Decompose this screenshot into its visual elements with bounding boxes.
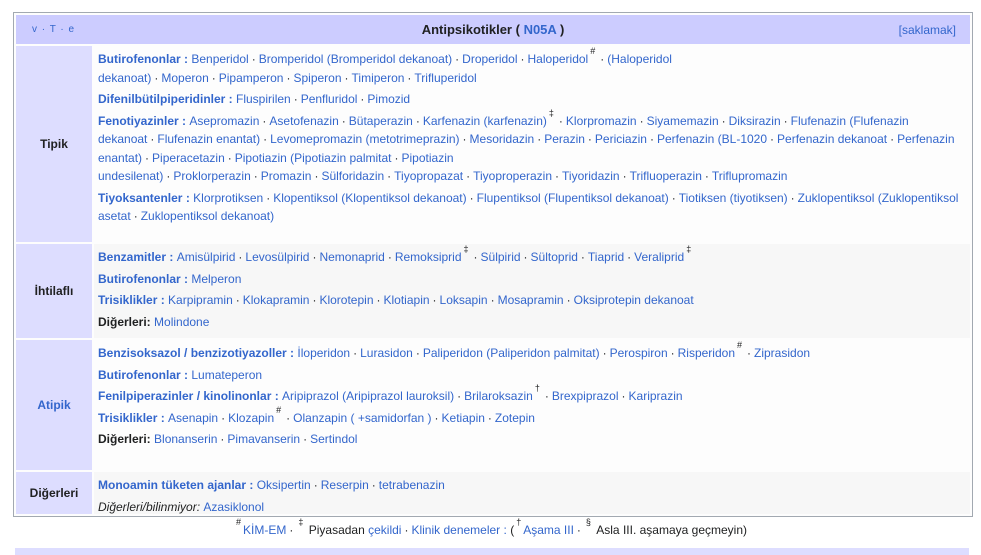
- separator: ·: [487, 410, 492, 425]
- drug-link[interactable]: Nemonaprid: [319, 250, 385, 264]
- separator: ·: [394, 150, 399, 165]
- hash-mark: #: [236, 517, 242, 527]
- legend-asama[interactable]: Aşama III: [523, 523, 574, 537]
- separator: ·: [360, 92, 365, 106]
- drug-link[interactable]: Oksipertin: [256, 478, 311, 492]
- drug-link[interactable]: Sülforidazin: [321, 169, 385, 183]
- drug-link[interactable]: Klokapramin: [242, 293, 310, 307]
- drug-link[interactable]: Klopentiksol (Klopentiksol dekanoat): [273, 190, 467, 205]
- sub-ihtilafli-butirofenonlar[interactable]: Butirofenonlar :: [98, 271, 188, 286]
- separator: ·: [251, 52, 256, 66]
- hide-toggle[interactable]: [saklamak]: [898, 23, 956, 37]
- drug-link[interactable]: Mesoridazin: [469, 132, 535, 146]
- separator: ·: [211, 70, 216, 85]
- drug-link[interactable]: Flufenazin enantat): [157, 132, 261, 146]
- drug-link[interactable]: Timiperon: [351, 70, 405, 85]
- separator: ·: [555, 169, 560, 183]
- drug-link[interactable]: Proklorperazin: [173, 169, 251, 183]
- sub-atipik-digerleri: Diğerleri:: [98, 432, 151, 446]
- drug-link[interactable]: Droperidol: [462, 52, 518, 66]
- row-digerleri: [16, 472, 970, 514]
- drug-link[interactable]: Zuklopentiksol dekanoat): [140, 209, 275, 223]
- drug-link[interactable]: Moperon: [161, 70, 209, 85]
- drug-link[interactable]: Levomepromazin (metotrimeprazin): [270, 132, 460, 146]
- drug-link[interactable]: Siyamemazin: [646, 113, 719, 128]
- drug-link[interactable]: Pipamperon: [218, 70, 284, 85]
- separator: ·: [166, 169, 171, 183]
- list-tipik: [94, 46, 970, 242]
- line-ihtilafli-digerleri: [98, 313, 964, 332]
- row-atipik: [16, 340, 970, 470]
- sub-fenilpiperazinler[interactable]: Fenilpiperazinler / kinolinonlar :: [98, 389, 279, 403]
- line-fenotiyazinler: [98, 107, 964, 186]
- separator: ·: [262, 113, 267, 128]
- list-ihtilafli: [94, 244, 970, 338]
- separator: ·: [770, 132, 775, 146]
- line-atipik-digerleri: [98, 430, 964, 449]
- drug-link[interactable]: Remoksiprid: [394, 250, 462, 264]
- drug-link[interactable]: Sülpirid: [480, 250, 521, 264]
- separator: ·: [133, 209, 138, 223]
- separator: ·: [344, 70, 349, 85]
- drug-link[interactable]: Promazin: [260, 169, 312, 183]
- separator: ·: [371, 478, 376, 492]
- drug-link[interactable]: Mosapramin: [497, 293, 564, 307]
- drug-link[interactable]: Diksirazin: [728, 113, 781, 128]
- separator: ·: [587, 132, 592, 146]
- drug-link[interactable]: Periciazin: [594, 132, 647, 146]
- drug-link[interactable]: İloperidon: [297, 346, 351, 360]
- separator: ·: [462, 132, 467, 146]
- separator: ·: [466, 169, 471, 183]
- drug-link[interactable]: Blonanserin: [154, 432, 218, 446]
- group-digerleri: Diğerleri: [16, 472, 92, 514]
- drug-link[interactable]: Tiyopropazat: [394, 169, 464, 183]
- drug-link[interactable]: Tiyoproperazin: [473, 169, 553, 183]
- legend-cekildi[interactable]: çekildi: [368, 523, 402, 537]
- drug-link[interactable]: Klorotepin: [319, 293, 374, 307]
- sub-fenotiyazinler[interactable]: Fenotiyazinler :: [98, 113, 187, 128]
- separator: ·: [537, 132, 542, 146]
- line-difenil: [98, 90, 964, 109]
- drug-link[interactable]: Pipotiazin (Pipotiazin palmitat: [234, 150, 392, 165]
- sub-monoamin[interactable]: Monoamin tüketen ajanlar :: [98, 478, 254, 492]
- separator: ·: [490, 293, 495, 307]
- drug-link[interactable]: Asepromazin: [189, 113, 260, 128]
- drug-link[interactable]: Flupentiksol (Flupentiksol dekanoat): [476, 190, 669, 205]
- separator: ·: [312, 293, 317, 307]
- row-tipik: [16, 46, 970, 242]
- separator: ·: [747, 346, 752, 360]
- vte-links[interactable]: v · T · e: [32, 24, 76, 35]
- drug-link[interactable]: Tiyoridazin: [562, 169, 620, 183]
- drug-link[interactable]: Oksiprotepin dekanoat: [573, 293, 694, 307]
- separator: ·: [457, 389, 462, 403]
- sect-mark: §: [585, 517, 591, 527]
- drug-link[interactable]: Perospiron: [609, 346, 668, 360]
- separator: ·: [266, 190, 271, 205]
- title-text: Antipsikotikler (: [421, 22, 520, 37]
- drug-link[interactable]: Levosülpirid: [245, 250, 310, 264]
- sub-butirofenonlar[interactable]: Butirofenonlar :: [98, 52, 188, 66]
- group-ihtilafli: İhtilaflı: [16, 244, 92, 338]
- sub-atipik-butirofenonlar[interactable]: Butirofenonlar :: [98, 367, 188, 382]
- separator: ·: [387, 250, 392, 264]
- separator: ·: [523, 250, 528, 264]
- sub-difenil[interactable]: Difenilbütilpiperidinler :: [98, 92, 233, 106]
- note-mark: ‡: [463, 244, 469, 254]
- separator: ·: [253, 169, 258, 183]
- drug-link[interactable]: Piperacetazin: [152, 150, 225, 165]
- separator: ·: [783, 113, 788, 128]
- separator: ·: [341, 113, 346, 128]
- legend-piyasadan: Piyasadan: [308, 523, 365, 537]
- drug-link[interactable]: Karfenazin (karfenazin): [422, 113, 547, 128]
- drug-link[interactable]: Klozapin: [228, 410, 275, 425]
- drug-link[interactable]: Risperidon: [677, 346, 735, 360]
- note-mark: #: [276, 404, 282, 415]
- title-close: ): [559, 22, 565, 37]
- drug-link[interactable]: Perfenazin dekanoat: [777, 132, 888, 146]
- sub-atipik-trisiklikler[interactable]: Trisiklikler :: [98, 410, 165, 425]
- separator: ·: [407, 70, 412, 85]
- drug-link[interactable]: Sertindol: [310, 432, 358, 446]
- drug-link[interactable]: Perfenazin enantat): [98, 132, 955, 165]
- separator: ·: [432, 293, 437, 307]
- separator: ·: [790, 190, 795, 205]
- note-mark: #: [737, 340, 743, 350]
- separator: ·: [220, 432, 225, 446]
- drug-link[interactable]: Molindone: [154, 314, 210, 329]
- navbox-title-bar: [16, 15, 970, 44]
- separator: ·: [434, 410, 439, 425]
- drug-link[interactable]: Amisülpirid: [176, 250, 236, 264]
- line-tiyoksantenler: [98, 189, 964, 226]
- separator: ·: [314, 169, 319, 183]
- drug-link[interactable]: tetrabenazin: [378, 478, 445, 492]
- drug-link[interactable]: Klorpromazin: [565, 113, 637, 128]
- separator: ·: [353, 346, 358, 360]
- drug-link[interactable]: Benperidol: [191, 52, 249, 66]
- legend-paren: (: [510, 523, 515, 537]
- separator: ·: [622, 169, 627, 183]
- drug-link[interactable]: Trifluoperazin: [629, 169, 702, 183]
- separator: ·: [649, 132, 654, 146]
- line-bilinmiyor: [98, 498, 964, 517]
- separator: ·: [639, 113, 644, 128]
- separator: ·: [313, 478, 318, 492]
- separator: ·: [145, 150, 150, 165]
- separator: ·: [376, 293, 381, 307]
- note-mark: ‡: [686, 244, 692, 254]
- separator: ·: [469, 190, 474, 205]
- sub-ihtilafli-digerleri: Diğerleri:: [98, 314, 151, 329]
- note-mark: †: [534, 383, 540, 393]
- line-atipik-trisiklikler: [98, 404, 964, 428]
- separator: ·: [600, 52, 605, 66]
- drug-link[interactable]: Asenapin: [168, 410, 219, 425]
- drug-link[interactable]: Klotiapin: [383, 293, 430, 307]
- drug-link[interactable]: Olanzapin ( +samidorfan ): [293, 410, 432, 425]
- drug-link[interactable]: Klorprotiksen: [193, 190, 264, 205]
- drug-link[interactable]: Bromperidol (Bromperidol dekanoat): [258, 52, 453, 66]
- drug-link[interactable]: Perazin: [544, 132, 585, 146]
- dag-mark: †: [516, 517, 522, 527]
- sub-benzisoksazol[interactable]: Benzisoksazol / benzizotiyazoller :: [98, 346, 295, 360]
- line-monoamin: [98, 476, 964, 495]
- legend-klinik[interactable]: Klinik denemeler :: [411, 523, 507, 537]
- drug-link[interactable]: Spiperon: [293, 70, 342, 85]
- sub-tiyoksantenler[interactable]: Tiyoksantenler :: [98, 190, 190, 205]
- drug-link[interactable]: Penfluridol: [300, 92, 358, 106]
- separator: ·: [566, 293, 571, 307]
- separator: ·: [627, 250, 632, 264]
- separator: ·: [520, 52, 525, 66]
- separator: ·: [227, 150, 232, 165]
- sub-bilinmiyor: Diğerleri/bilinmiyor:: [98, 499, 201, 514]
- separator: ·: [312, 250, 317, 264]
- drug-link[interactable]: Tiotiksen (tiyotiksen): [678, 190, 788, 205]
- separator: ·: [890, 132, 895, 146]
- list-atipik: [94, 340, 970, 470]
- drug-link[interactable]: Fluspirilen: [236, 92, 291, 106]
- line-benzamitler: [98, 244, 964, 267]
- drug-link[interactable]: Flufenazin (Flufenazin dekanoat: [98, 113, 909, 146]
- separator: ·: [238, 250, 243, 264]
- note-mark: #: [590, 46, 596, 56]
- separator: ·: [558, 113, 563, 128]
- drug-link[interactable]: Sültoprid: [530, 250, 578, 264]
- line-butirofenonlar: [98, 46, 964, 87]
- drug-link[interactable]: Melperon: [191, 271, 242, 286]
- drug-link[interactable]: Ketiapin: [441, 410, 485, 425]
- separator: ·: [415, 346, 420, 360]
- drug-link[interactable]: Azasiklonol: [203, 499, 265, 514]
- line-ihtilafli-butirofenonlar: [98, 270, 964, 289]
- row-ihtilafli: [16, 244, 970, 338]
- list-digerleri: [94, 472, 970, 514]
- ddag-mark: ‡: [298, 517, 304, 527]
- separator: ·: [455, 52, 460, 66]
- separator: ·: [387, 169, 392, 183]
- separator: ·: [580, 250, 585, 264]
- sub-ihtilafli-trisiklikler[interactable]: Trisiklikler :: [98, 293, 165, 307]
- separator: ·: [721, 113, 726, 128]
- navbox-title: [422, 22, 565, 37]
- drug-link[interactable]: Pimavanserin: [227, 432, 301, 446]
- separator: ·: [602, 346, 607, 360]
- next-navbox-edge: [15, 548, 969, 555]
- drug-link[interactable]: Asetofenazin: [269, 113, 339, 128]
- sub-benzamitler[interactable]: Benzamitler :: [98, 250, 174, 264]
- drug-link[interactable]: Zotepin: [494, 410, 535, 425]
- drug-link[interactable]: Triflupromazin: [711, 169, 788, 183]
- line-fenilpiperazinler: [98, 383, 964, 406]
- line-benzisoksazol: [98, 340, 964, 363]
- separator: ·: [263, 132, 268, 146]
- drug-link[interactable]: Reserpin: [320, 478, 369, 492]
- drug-link[interactable]: Lurasidon: [360, 346, 413, 360]
- legend-asla: Asla III. aşamaya geçmeyin): [596, 523, 747, 537]
- line-ihtilafli-trisiklikler: [98, 291, 964, 310]
- separator: ·: [286, 410, 291, 425]
- drug-link[interactable]: Paliperidon (Paliperidon palmitat): [422, 346, 600, 360]
- separator: ·: [415, 113, 420, 128]
- drug-link[interactable]: Bütaperazin: [348, 113, 413, 128]
- drug-link[interactable]: Aripiprazol (Aripiprazol lauroksil): [282, 389, 455, 403]
- drug-link[interactable]: Karpipramin: [168, 293, 233, 307]
- drug-link[interactable]: Ziprasidon: [754, 346, 811, 360]
- separator: ·: [154, 70, 159, 85]
- separator: ·: [150, 132, 155, 146]
- drug-link[interactable]: Pimozid: [367, 92, 411, 106]
- drug-link[interactable]: Kariprazin: [628, 389, 683, 403]
- drug-link[interactable]: Lumateperon: [191, 367, 263, 382]
- drug-link[interactable]: Brilaroksazin: [464, 389, 533, 403]
- separator: ·: [221, 410, 226, 425]
- separator: ·: [670, 346, 675, 360]
- drug-link[interactable]: Loksapin: [439, 293, 488, 307]
- separator: ·: [671, 190, 676, 205]
- atc-code-link[interactable]: N05A: [523, 22, 557, 37]
- separator: ·: [544, 389, 549, 403]
- legend: #KİM-EM ·‡ Piyasadan çekildi · Klinik denemeler : (†Aşama III ·§ Asla III. aşamaya geçmeyin): [236, 517, 747, 537]
- group-tipik: Tipik: [16, 46, 92, 242]
- drug-link[interactable]: Zuklopentiksol (Zuklopentiksol asetat: [98, 190, 959, 223]
- separator: ·: [473, 250, 478, 264]
- separator: ·: [235, 293, 240, 307]
- separator: ·: [286, 70, 291, 85]
- drug-link[interactable]: Perfenazin (BL-1020: [656, 132, 768, 146]
- drug-link[interactable]: Veraliprid: [634, 250, 685, 264]
- separator: ·: [704, 169, 709, 183]
- note-mark: ‡: [548, 107, 554, 118]
- separator: ·: [293, 92, 298, 106]
- group-atipik[interactable]: Atipik: [16, 340, 92, 470]
- separator: ·: [621, 389, 626, 403]
- drug-link[interactable]: Pipotiazin undesilenat): [98, 150, 454, 183]
- drug-link[interactable]: Haloperidol: [527, 52, 589, 66]
- drug-link[interactable]: Trifluperidol: [414, 70, 477, 85]
- line-atipik-butirofenonlar: [98, 366, 964, 385]
- legend-kim-em[interactable]: KİM-EM: [243, 523, 287, 537]
- drug-link[interactable]: (Haloperidol dekanoat): [98, 52, 672, 85]
- drug-link[interactable]: Brexpiprazol: [551, 389, 619, 403]
- navbox: [13, 12, 973, 517]
- drug-link[interactable]: Tiaprid: [587, 250, 625, 264]
- separator: ·: [303, 432, 308, 446]
